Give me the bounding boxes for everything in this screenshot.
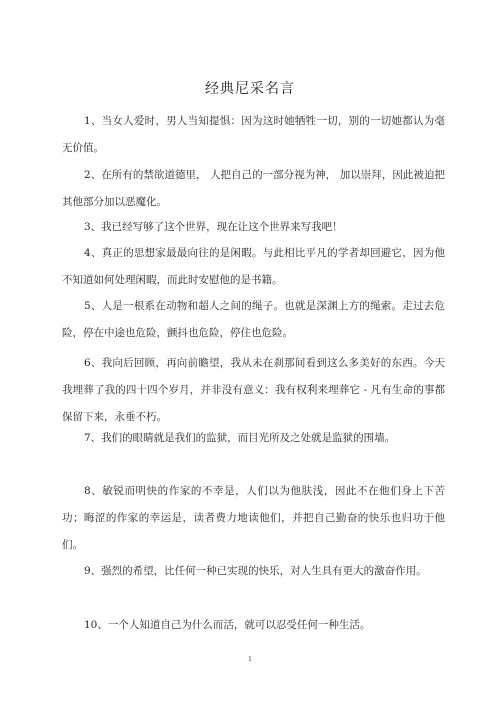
quote-item: 8、敏锐而明快的作家的不幸是，人们以为他肤浅，因此不在他们身上下苦功；晦涩的作家的幸运是，读者费力地读他们，并把自己勤奋的快乐也归功于他们。 bbox=[62, 485, 445, 551]
quote-item: 5、人是一根系在动物和超人之间的绳子。也就是深渊上方的绳索。走过去危险，停在中途也危险，颤抖也危险，停住也危险。 bbox=[62, 300, 445, 339]
quote-item: 2、在所有的禁欲道德里， 人把自己的一部分视为神， 加以崇拜，因此被迫把其他部分加以恶魔化。 bbox=[62, 169, 445, 208]
document-title: 经典尼采名言 bbox=[205, 81, 295, 97]
quote-item: 3、我已经写够了这个世界，现在让这个世界来写我吧！ bbox=[84, 221, 343, 233]
quote-item: 10、一个人知道自己为什么而活，就可以忍受任何一种生活。 bbox=[84, 619, 371, 631]
quote-item: 7、我们的眼睛就是我们的监狱，而目光所及之处就是监狱的围墙。 bbox=[84, 432, 396, 444]
quote-item: 9、强烈的希望，比任何一种已实现的快乐，对人生具有更大的激奋作用。 bbox=[84, 565, 427, 577]
quote-item: 1、当女人爱时，男人当知提惧：因为这时她牺牲一切，别的一切她都认为毫无价值。 bbox=[62, 115, 445, 154]
quote-item: 4、真正的思想家最最向往的是闲暇。与此相比平凡的学者却回避它，因为他不知道如何处理闲暇，而此时安慰他的是书籍。 bbox=[62, 247, 445, 286]
page-number: 1 bbox=[248, 656, 252, 663]
quote-item: 6、我向后回顾，再向前瞻望，我从未在刹那间看到这么多美好的东西。今天我埋葬了我的四十四个岁月，并非没有意义：我有权利来埋葬它 - 凡有生命的事都保留下来，永垂不朽。 bbox=[62, 357, 445, 423]
